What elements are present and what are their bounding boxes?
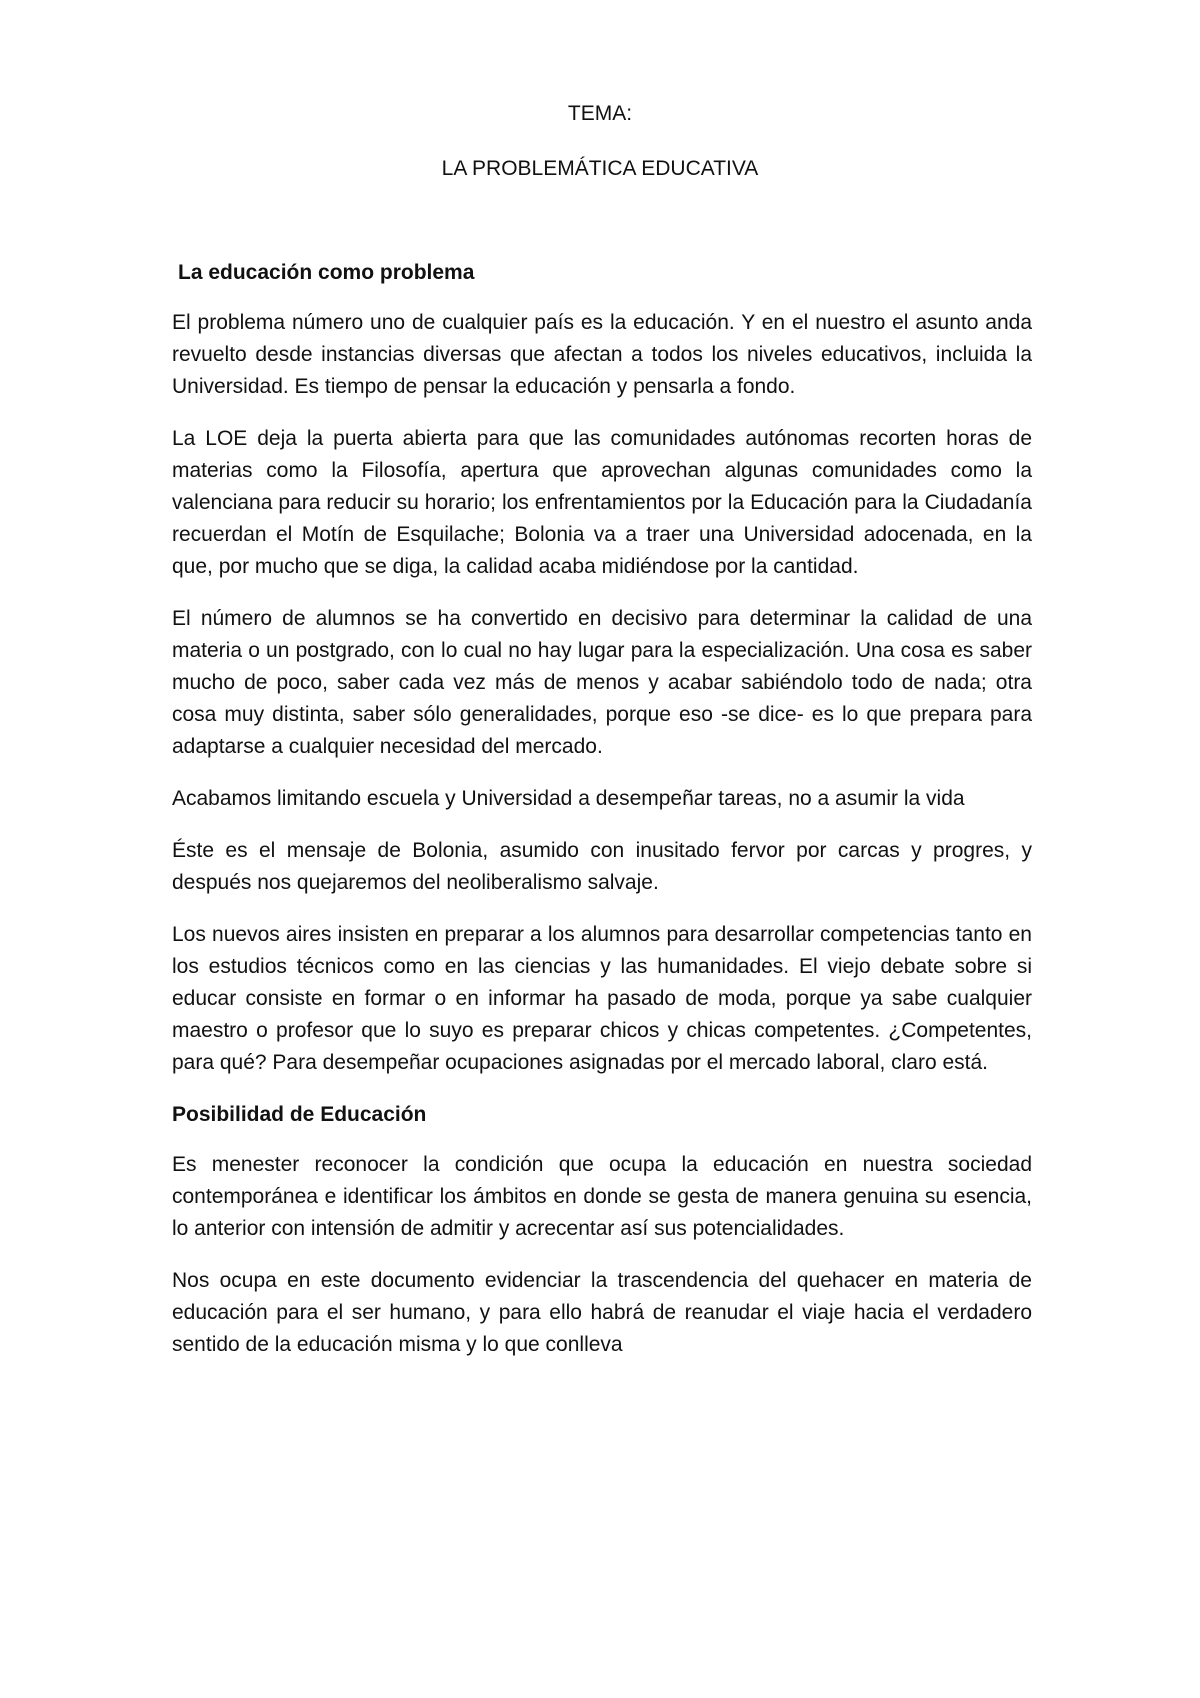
paragraph: Los nuevos aires insisten en preparar a los alumnos para desarrollar competencias tanto en los estudios técnicos como en las ciencias y las humanidades. El viejo debate sobre si educar consiste en formar o en informar ha pasado de moda, porque ya sabe cualquier maestro o profesor que lo suyo es preparar chicos y chicas competentes. ¿Competentes, para qué? Para desempeñar ocupaciones asignadas por el mercado laboral, claro está. bbox=[172, 923, 1032, 1074]
document-title-label: TEMA: bbox=[567, 102, 633, 125]
section-heading: Posibilidad de Educación bbox=[172, 1103, 427, 1126]
document-title: LA PROBLEMÁTICA EDUCATIVA bbox=[441, 157, 759, 180]
paragraph: Es menester reconocer la condición que ocupa la educación en nuestra sociedad contemporánea e identificar los ámbitos en donde se gesta de manera genuina su esencia, lo anterior con intensión de admitir y acrecentar así sus potencialidades. bbox=[172, 1153, 1032, 1240]
paragraph: La LOE deja la puerta abierta para que las comunidades autónomas recorten horas de materias como la Filosofía, apertura que aprovechan algunas comunidades como la valenciana para reducir su horario; los enfrentamientos por la Educación para la Ciudadanía recuerdan el Motín de Esquilache; Bolonia va a traer una Universidad adocenada, en la que, por mucho que se diga, la calidad acaba midiéndose por la cantidad. bbox=[172, 427, 1032, 578]
paragraph: Acabamos limitando escuela y Universidad a desempeñar tareas, no a asumir la vida bbox=[172, 787, 965, 810]
section-heading: La educación como problema bbox=[178, 261, 475, 284]
paragraph: Éste es el mensaje de Bolonia, asumido con inusitado fervor por carcas y progres, y después nos quejaremos del neoliberalismo salvaje. bbox=[172, 839, 1032, 894]
paragraph: El problema número uno de cualquier país es la educación. Y en el nuestro el asunto anda revuelto desde instancias diversas que afectan a todos los niveles educativos, incluida la Universidad. Es tiempo de pensar la educación y pensarla a fondo. bbox=[172, 311, 1032, 398]
paragraph: El número de alumnos se ha convertido en decisivo para determinar la calidad de una materia o un postgrado, con lo cual no hay lugar para la especialización. Una cosa es saber mucho de poco, saber cada vez más de menos y acabar sabiéndolo todo de nada; otra cosa muy distinta, saber sólo generalidades, porque eso -se dice- es lo que prepara para adaptarse a cualquier necesidad del mercado. bbox=[172, 607, 1032, 758]
document-body bbox=[172, 257, 1032, 1381]
paragraph: Nos ocupa en este documento evidenciar la trascendencia del quehacer en materia de educación para el ser humano, y para ello habrá de reanudar el viaje hacia el verdadero sentido de la educación misma y lo que conlleva bbox=[172, 1269, 1032, 1356]
